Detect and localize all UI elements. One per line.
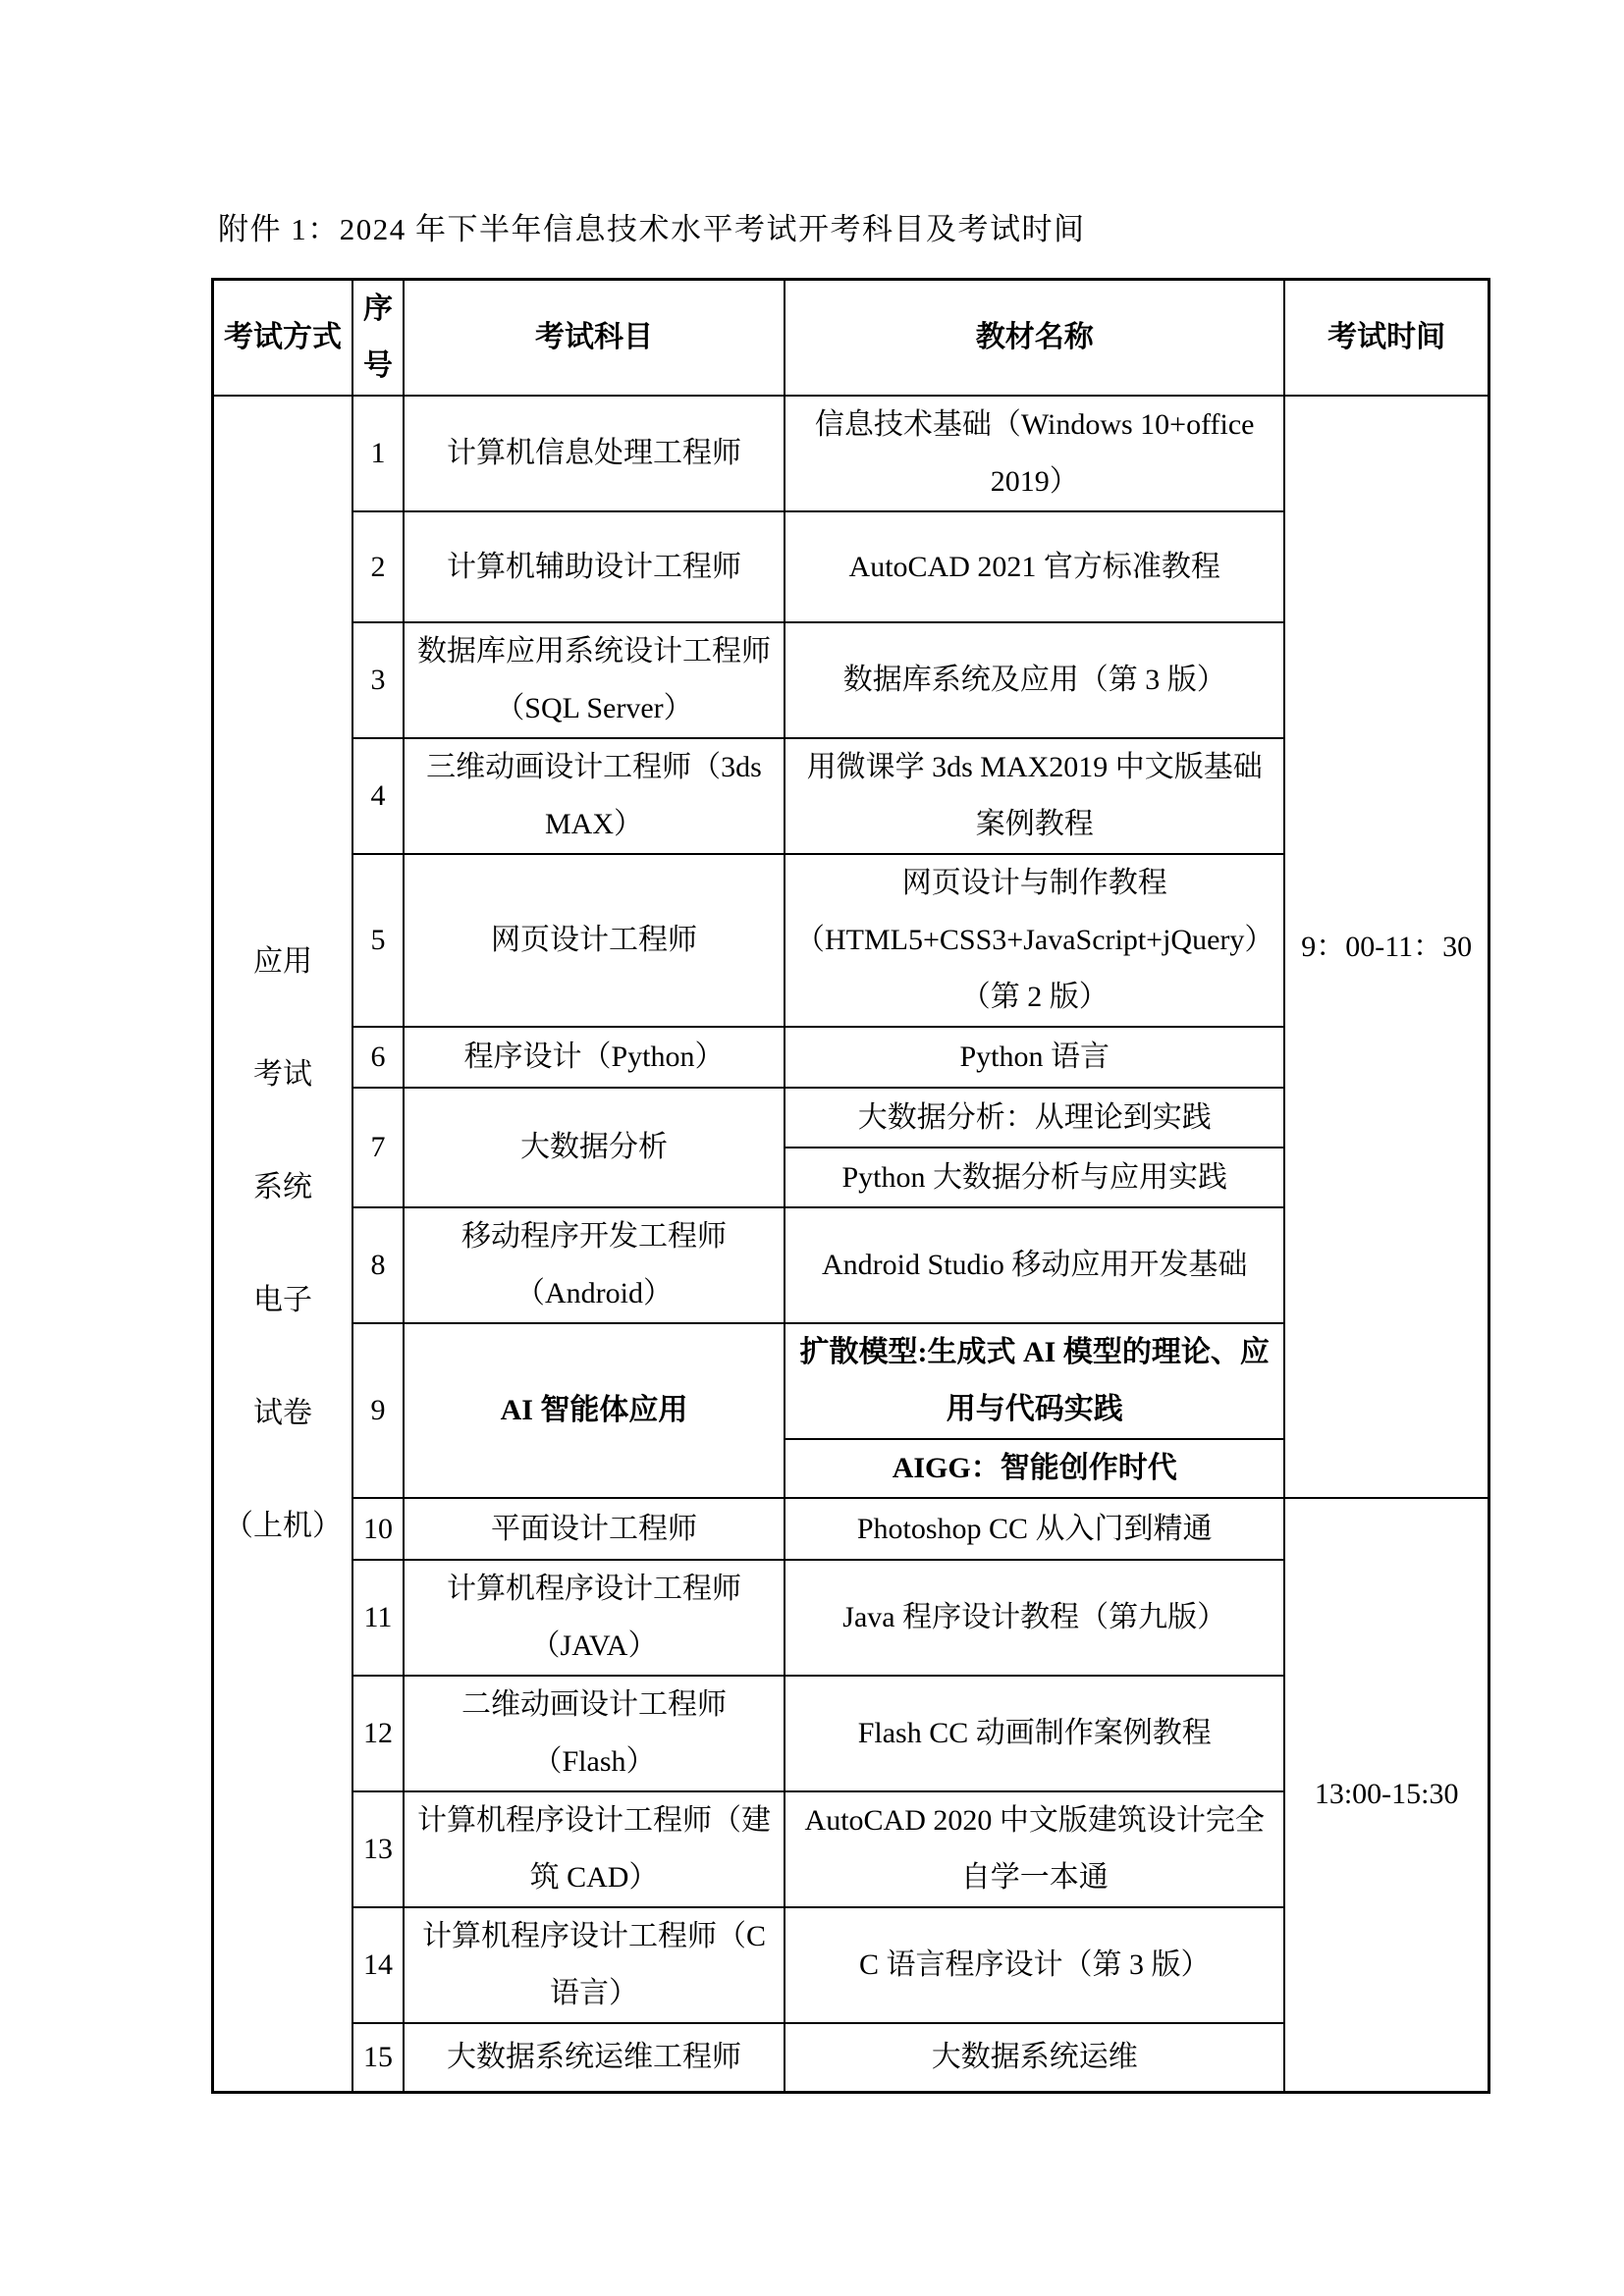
header-seq-no: 序号	[352, 280, 404, 397]
row-no: 12	[352, 1676, 404, 1791]
subject-cell: 程序设计（Python）	[404, 1027, 785, 1088]
textbook-cell: 数据库系统及应用（第 3 版）	[785, 622, 1284, 738]
row-no: 15	[352, 2023, 404, 2092]
textbook-cell: 网页设计与制作教程（HTML5+CSS3+JavaScript+jQuery）（第 2 版）	[785, 854, 1284, 1027]
row-no: 3	[352, 622, 404, 738]
textbook-cell: 大数据分析：从理论到实践	[785, 1088, 1284, 1148]
exam-mode-line: 系统	[253, 1170, 312, 1203]
subject-cell: 大数据分析	[404, 1088, 785, 1207]
row-no: 7	[352, 1088, 404, 1207]
row-no: 2	[352, 511, 404, 622]
exam-time-afternoon: 13:00-15:30	[1284, 1498, 1489, 2092]
exam-mode-cell	[213, 396, 353, 2092]
header-exam-mode: 考试方式	[213, 280, 353, 397]
textbook-cell: 信息技术基础（Windows 10+office 2019）	[785, 396, 1284, 511]
subject-cell: 网页设计工程师	[404, 854, 785, 1027]
textbook-cell: Flash CC 动画制作案例教程	[785, 1676, 1284, 1791]
row-no: 10	[352, 1498, 404, 1560]
exam-mode-line: 试卷	[253, 1396, 312, 1429]
textbook-cell: Python 语言	[785, 1027, 1284, 1088]
exam-mode-line: 应用	[253, 944, 312, 978]
subject-cell: 移动程序开发工程师（Android）	[404, 1207, 785, 1323]
subject-cell: 大数据系统运维工程师	[404, 2023, 785, 2092]
subject-cell: 数据库应用系统设计工程师（SQL Server）	[404, 622, 785, 738]
exam-mode-line: （上机）	[224, 1509, 342, 1542]
row-no: 8	[352, 1207, 404, 1323]
subject-cell: 二维动画设计工程师（Flash）	[404, 1676, 785, 1791]
subject-cell: 计算机程序设计工程师（建筑 CAD）	[404, 1791, 785, 1907]
row-no: 11	[352, 1560, 404, 1676]
exam-mode-line: 考试	[253, 1057, 312, 1091]
subject-cell: 计算机程序设计工程师（C 语言）	[404, 1907, 785, 2023]
textbook-cell: 扩散模型:生成式 AI 模型的理论、应用与代码实践	[785, 1323, 1284, 1439]
subject-cell: 计算机信息处理工程师	[404, 396, 785, 511]
textbook-cell: 大数据系统运维	[785, 2023, 1284, 2092]
header-exam-time: 考试时间	[1284, 280, 1489, 397]
subject-cell: 平面设计工程师	[404, 1498, 785, 1560]
row-no: 4	[352, 738, 404, 854]
subject-cell: AI 智能体应用	[404, 1323, 785, 1498]
row-no: 9	[352, 1323, 404, 1498]
textbook-cell: 用微课学 3ds MAX2019 中文版基础案例教程	[785, 738, 1284, 854]
row-no: 14	[352, 1907, 404, 2023]
textbook-cell: Java 程序设计教程（第九版）	[785, 1560, 1284, 1676]
textbook-cell: AIGG：智能创作时代	[785, 1439, 1284, 1498]
textbook-cell: Android Studio 移动应用开发基础	[785, 1207, 1284, 1323]
row-no: 6	[352, 1027, 404, 1088]
textbook-cell: AutoCAD 2021 官方标准教程	[785, 511, 1284, 622]
row-no: 5	[352, 854, 404, 1027]
textbook-cell: Python 大数据分析与应用实践	[785, 1148, 1284, 1207]
subject-cell: 计算机辅助设计工程师	[404, 511, 785, 622]
textbook-cell: AutoCAD 2020 中文版建筑设计完全自学一本通	[785, 1791, 1284, 1907]
exam-schedule-table	[211, 278, 1490, 2094]
exam-time-morning: 9：00-11：30	[1284, 396, 1489, 1498]
exam-mode-line: 电子	[253, 1283, 312, 1316]
subject-cell: 三维动画设计工程师（3ds MAX）	[404, 738, 785, 854]
subject-cell: 计算机程序设计工程师（JAVA）	[404, 1560, 785, 1676]
textbook-cell: C 语言程序设计（第 3 版）	[785, 1907, 1284, 2023]
row-no: 1	[352, 396, 404, 511]
header-subject: 考试科目	[404, 280, 785, 397]
row-no: 13	[352, 1791, 404, 1907]
textbook-cell: Photoshop CC 从入门到精通	[785, 1498, 1284, 1560]
header-textbook: 教材名称	[785, 280, 1284, 397]
document-title: 附件 1：2024 年下半年信息技术水平考试开考科目及考试时间	[218, 212, 1086, 246]
